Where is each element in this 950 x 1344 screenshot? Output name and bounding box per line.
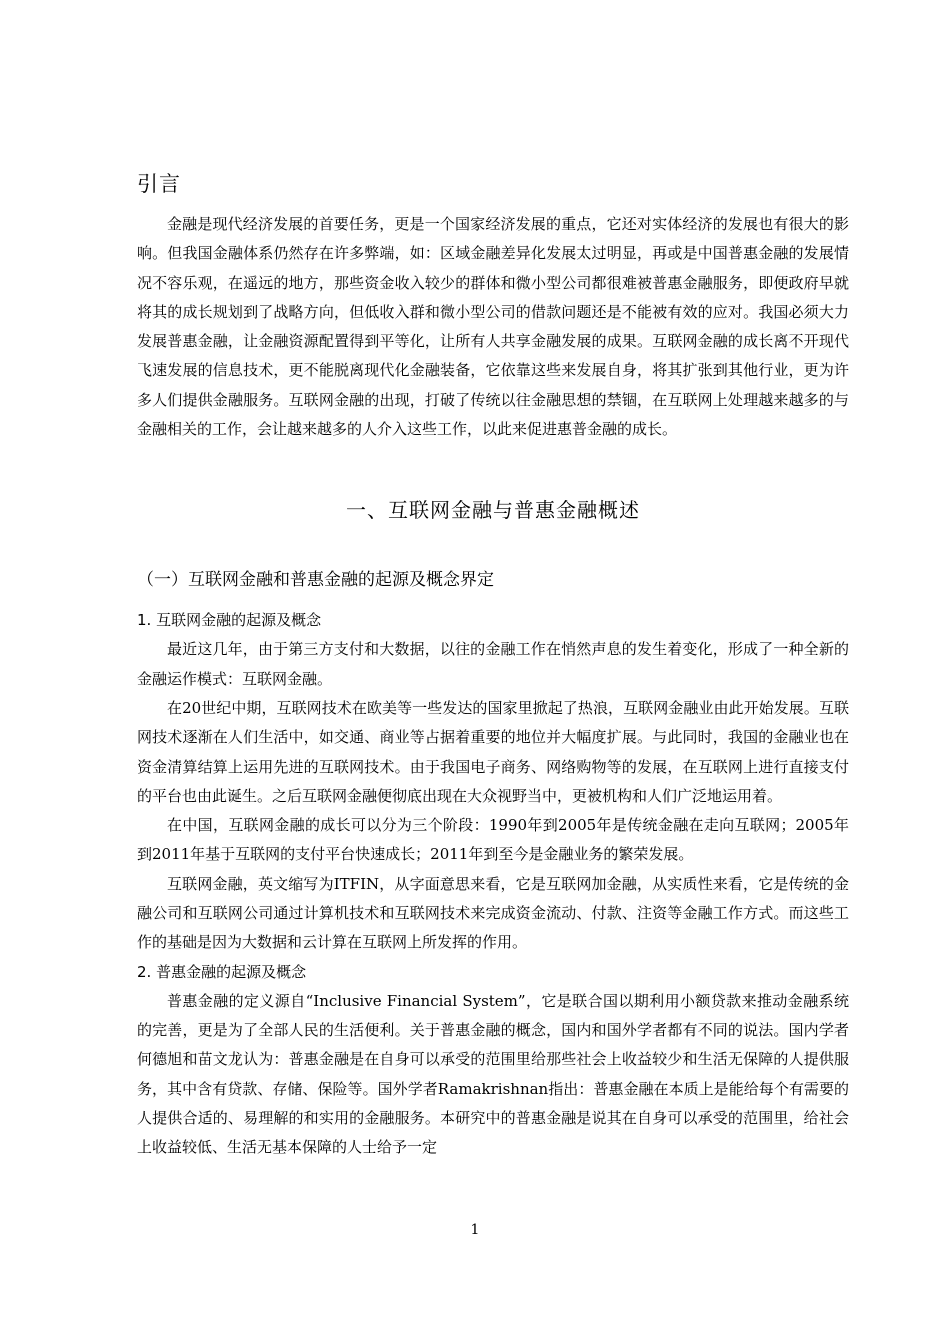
intro-paragraph: 金融是现代经济发展的首要任务，更是一个国家经济发展的重点，它还对实体经济的发展也有很大的影响。但我国金融体系仍然存在许多弊端，如：区域金融差异化发展太过明显，再或是中国普惠金融的发展情况不容乐观，在遥远的地方，那些资金收入较少的群体和微小型公司都很难被普惠金融服务，即便政府早就将其的成长规划到了战略方向，但低收入群和微小型公司的借款问题还是不能被有效的应对。我国必须大力发展普惠金融，让金融资源配置得到平等化，让所有人共享金融发展的成果。互联网金融的成长离不开现代飞速发展的信息技术，更不能脱离现代化金融装备，它依靠这些来发展自身，将其扩张到其他行业，更为许多人们提供金融服务。互联网金融的出现，打破了传统以往金融思想的禁锢，在互联网上处理越来越多的与金融相关的工作，会让越来越多的人介入这些工作，以此来促进惠普金融的成长。	[137, 215, 849, 439]
page-content	[137, 168, 849, 1162]
subsection-1-paragraph-3: 在中国，互联网金融的成长可以分为三个阶段：1990年到2005年是传统金融在走向互联网；2005年到2011年基于互联网的支付平台快速成长；2011年到至今是金融业务的繁荣发展。	[137, 816, 849, 864]
chapter-heading: 一、互联网金融与普惠金融概述	[346, 498, 640, 523]
subsection-1-paragraph-4: 互联网金融，英文缩写为ITFIN，从字面意思来看，它是互联网加金融，从实质性来看，它是传统的金融公司和互联网公司通过计算机技术和互联网技术来完成资金流动、付款、注资等金融工作方式。而这些工作的基础是因为大数据和云计算在互联网上所发挥的作用。	[137, 874, 849, 952]
section-heading: （一）互联网金融和普惠金融的起源及概念界定	[137, 570, 494, 591]
subsection-2-heading: 2. 普惠金融的起源及概念	[137, 962, 307, 981]
subsection-2-paragraph-1: 普惠金融的定义源自“Inclusive Financial System”，它是联合国以期利用小额贷款来推动金融系统的完善，更是为了全部人民的生活便利。关于普惠金融的概念，国内和国外学者都有不同的说法。国内学者何德旭和苗文龙认为：普惠金融是在自身可以承受的范围里给那些社会上收益较少和生活无保障的人提供服务，其中含有贷款、存储、保险等。国外学者Ramakrishnan指出：普惠金融在本质上是能给每个有需要的人提供合适的、易理解的和实用的金融服务。本研究中的普惠金融是说其在自身可以承受的范围里，给社会上收益较低、生活无基本保障的人士给予一定	[137, 991, 849, 1157]
subsection-1-paragraph-1: 最近这几年，由于第三方支付和大数据，以往的金融工作在悄然声息的发生着变化，形成了一种全新的金融运作模式：互联网金融。	[137, 640, 849, 688]
intro-heading: 引言	[137, 172, 181, 196]
subsection-1-paragraph-2: 在20世纪中期，互联网技术在欧美等一些发达的国家里掀起了热浪，互联网金融业由此开始发展。互联网技术逐渐在人们生活中，如交通、商业等占据着重要的地位并大幅度扩展。与此同时，我国的金融业也在资金清算结算上运用先进的互联网技术。由于我国电子商务、网络购物等的发展，在互联网上进行直接支付的平台也由此诞生。之后互联网金融便彻底出现在大众视野当中，更被机构和人们广泛地运用着。	[137, 698, 849, 805]
page-number: 1	[470, 1222, 480, 1238]
subsection-1-heading: 1. 互联网金融的起源及概念	[137, 611, 322, 630]
